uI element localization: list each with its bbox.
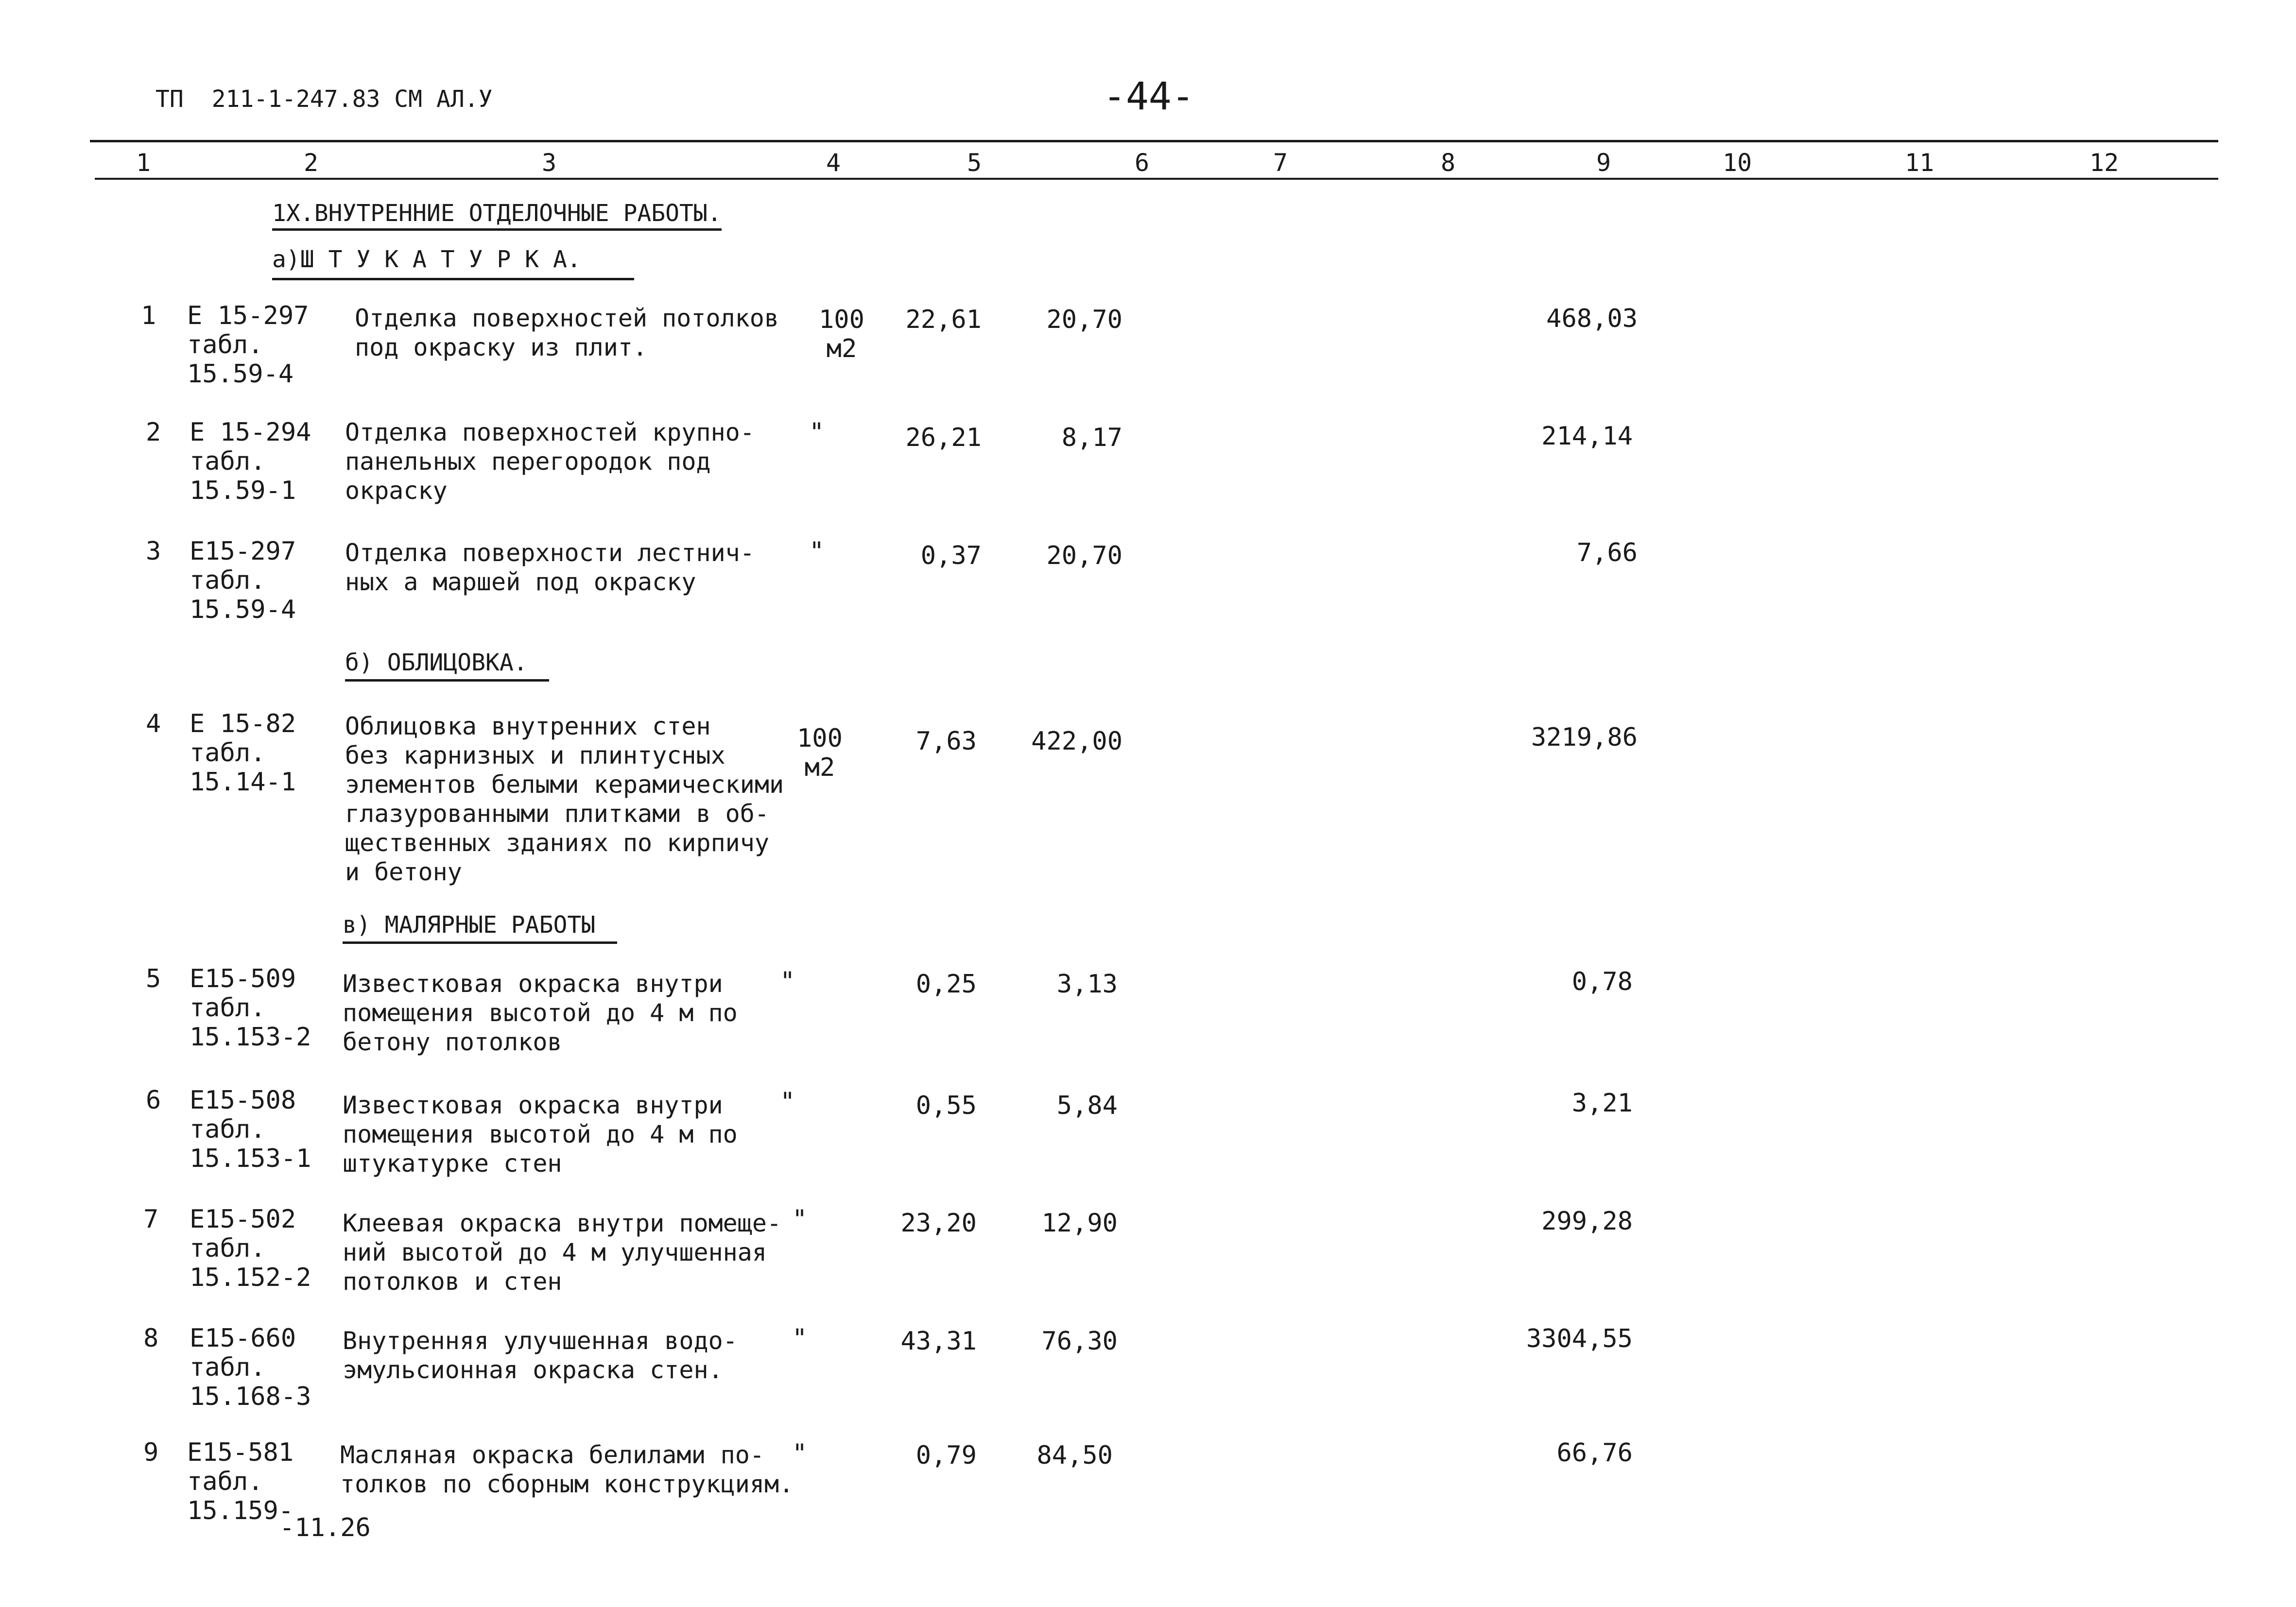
row-total: 3,21 <box>1571 1089 1633 1118</box>
row-code: Е 15-82 табл. 15.14-1 <box>190 709 296 797</box>
row-number: 4 <box>146 709 161 738</box>
row-description: Клеевая окраска внутри помеще- ний высотой до 4 м улучшенная потолков и стен <box>343 1209 782 1296</box>
row-unit-price: 20,70 <box>1046 541 1122 570</box>
row-number: 8 <box>143 1324 159 1353</box>
row-total: 214,14 <box>1541 422 1633 451</box>
column-number-11: 11 <box>1905 149 1934 177</box>
row-unit-price: 8,17 <box>1061 423 1122 452</box>
row-quantity: 23,20 <box>900 1209 977 1238</box>
column-number-7: 7 <box>1273 149 1288 177</box>
row-total: 299,28 <box>1541 1207 1633 1236</box>
column-number-8: 8 <box>1441 149 1456 177</box>
section-heading-plastering: а)Ш Т У К А Т У Р К А. <box>272 246 581 273</box>
row-code: Е15-509 табл. 15.153-2 <box>190 964 311 1052</box>
column-number-10: 10 <box>1723 149 1752 177</box>
row-description: Отделка поверхностей крупно- панельных перегородок под окраску <box>345 418 755 505</box>
row-total: 7,66 <box>1576 538 1638 567</box>
section-heading-main: 1Х.ВНУТРЕННИЕ ОТДЕЛОЧНЫЕ РАБОТЫ. <box>272 200 722 227</box>
column-number-3: 3 <box>542 149 557 177</box>
row-number: 6 <box>146 1086 161 1115</box>
row-quantity: 0,37 <box>920 541 982 570</box>
section-heading-cladding: б) ОБЛИЦОВКА. <box>345 649 528 676</box>
row-code: Е 15-294 табл. 15.59-1 <box>190 418 311 505</box>
section-heading-painting: в) МАЛЯРНЫЕ РАБОТЫ <box>343 911 596 939</box>
row-unit-price: 5,84 <box>1056 1091 1118 1120</box>
column-number-6: 6 <box>1135 149 1150 177</box>
row-quantity: 26,21 <box>905 423 982 452</box>
row-code: Е15-581 табл. 15.159- <box>187 1438 294 1525</box>
section-heading-main-underline <box>272 228 722 231</box>
row-number: 1 <box>141 301 156 330</box>
row-unit-price: 76,30 <box>1041 1327 1118 1356</box>
row-total: 3304,55 <box>1526 1324 1633 1353</box>
column-number-12: 12 <box>2089 149 2119 177</box>
row-quantity: 0,55 <box>915 1091 977 1120</box>
column-number-1: 1 <box>136 149 151 177</box>
section-heading-plastering-underline <box>272 278 634 280</box>
row-description: Известковая окраска внутри помещения высотой до 4 м по штукатурке стен <box>343 1091 738 1178</box>
row-unit: " <box>792 1439 808 1468</box>
row-code: Е15-502 табл. 15.152-2 <box>190 1205 311 1292</box>
row-total: 66,76 <box>1556 1438 1633 1468</box>
document-reference: ТП 211-1-247.83 СМ АЛ.У <box>155 85 493 113</box>
row-code: Е15-297 табл. 15.59-4 <box>190 537 296 624</box>
header-bottom-rule <box>95 178 2218 180</box>
row-unit: " <box>780 1087 795 1116</box>
row-total: 468,03 <box>1546 304 1638 333</box>
row-number: 9 <box>143 1438 159 1467</box>
column-number-2: 2 <box>304 149 319 177</box>
row-unit: " <box>792 1324 808 1353</box>
row-unit-price: 422,00 <box>1031 727 1122 756</box>
row-unit-price: 20,70 <box>1046 305 1122 334</box>
row-number: 2 <box>146 418 161 447</box>
row-description: Внутренняя улучшенная водо- эмульсионная окраска стен. <box>343 1327 738 1384</box>
row-unit: " <box>809 537 825 566</box>
row-unit: " <box>780 967 795 996</box>
row-description: Облицовка внутренних стен без карнизных и плинтусных элементов белыми керамическими глазурованными плитками в об- щественных зданиях по кирпичу и бетону <box>345 712 784 886</box>
column-number-9: 9 <box>1596 149 1611 177</box>
row-quantity: 22,61 <box>905 305 982 334</box>
row-code: Е 15-297 табл. 15.59-4 <box>187 301 309 389</box>
row-unit-price: 84,50 <box>1036 1441 1113 1470</box>
row-quantity: 43,31 <box>900 1327 977 1356</box>
header-top-rule <box>90 140 2218 142</box>
row-description: Известковая окраска внутри помещения высотой до 4 м по бетону потолков <box>343 970 738 1056</box>
row-quantity: 0,79 <box>915 1441 977 1470</box>
column-number-5: 5 <box>967 149 982 177</box>
row-description: Отделка поверхности лестнич- ных а маршей под окраску <box>345 539 755 596</box>
row-unit: 100 м2 <box>797 724 843 782</box>
row-total: 3219,86 <box>1531 723 1638 752</box>
section-heading-painting-underline <box>343 941 617 944</box>
row-code: Е15-508 табл. 15.153-1 <box>190 1086 311 1173</box>
column-number-4: 4 <box>826 149 841 177</box>
footer-note: -11.26 <box>279 1513 371 1542</box>
row-quantity: 0,25 <box>915 970 977 999</box>
row-code: Е15-660 табл. 15.168-3 <box>190 1324 311 1411</box>
section-heading-cladding-underline <box>345 679 549 682</box>
row-total: 0,78 <box>1571 967 1633 996</box>
row-unit-price: 12,90 <box>1041 1209 1118 1238</box>
row-number: 5 <box>146 964 161 993</box>
page-number: -44- <box>1103 75 1194 119</box>
row-unit: " <box>809 418 825 447</box>
row-unit-price: 3,13 <box>1056 970 1118 999</box>
row-quantity: 7,63 <box>915 727 977 756</box>
row-number: 3 <box>146 537 161 566</box>
row-description: Масляная окраска белилами по- толков по сборным конструкциям. <box>340 1441 794 1498</box>
row-description: Отделка поверхностей потолков под окраску из плит. <box>355 304 779 361</box>
row-number: 7 <box>143 1205 159 1234</box>
row-unit: " <box>792 1205 808 1234</box>
row-unit: 100 м2 <box>819 305 864 363</box>
